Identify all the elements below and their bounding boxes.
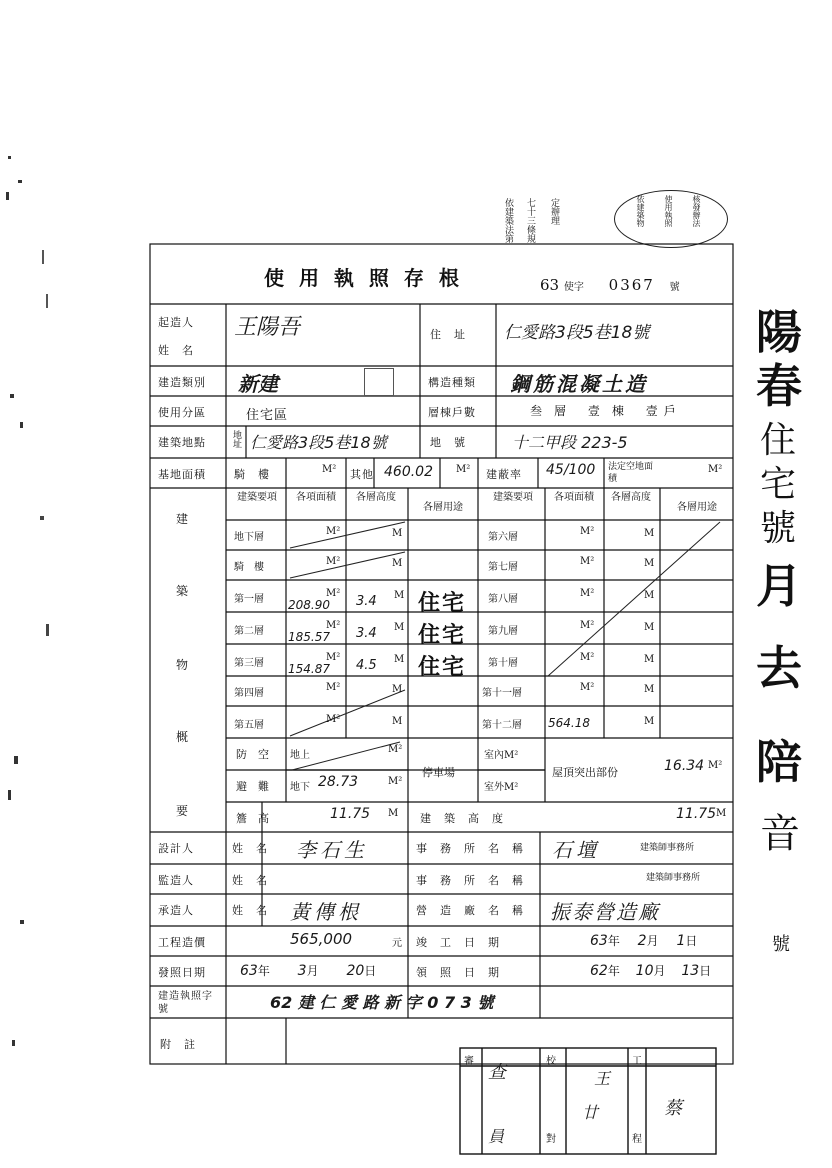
left-row-3-use: 住宅 (418, 622, 467, 648)
completion-year-unit: 年 (607, 934, 620, 948)
floors-count-label: 層棟戶數 (428, 406, 476, 419)
applicant-name: 王陽吾 (234, 315, 301, 340)
base-coverage-value: 45/100 (546, 462, 596, 478)
left-row-2-label: 第一層 (234, 594, 264, 605)
note-label: 附 註 (160, 1038, 196, 1051)
review-col1-bot: 員 (488, 1127, 505, 1146)
right-row-1-label: 第七層 (488, 562, 518, 573)
review-col1-mid: 查 (488, 1062, 506, 1083)
site-lot-value: 十二甲段 223-5 (512, 433, 628, 452)
side-char-5: 要 (176, 804, 189, 818)
shelter-label-top: 防 空 (236, 748, 269, 761)
base-legal-open-label: 法定空地面積 (608, 462, 654, 484)
applicant-label-bottom: 姓 名 (158, 344, 194, 357)
issue-month: 3 (297, 963, 307, 979)
right-unit-m-6: M (644, 716, 655, 727)
structure-type-label: 構造種類 (428, 376, 476, 389)
right-unit-m-3: M (644, 622, 655, 633)
roof-value: 16.34 (664, 758, 705, 774)
permit-number-value: 0367 (608, 276, 655, 294)
applicant-address: 仁愛路3段5巷18號 (504, 323, 650, 343)
right-unit-m-0: M (644, 528, 655, 539)
base-other-value: 460.02 (384, 464, 433, 480)
speck-7 (20, 422, 23, 428)
form-title: 使 用 執 照 存 根 (264, 266, 463, 290)
right-margin-char-6: 月 (756, 559, 802, 613)
right-unit-m-2: M (644, 590, 655, 601)
speck-13 (12, 1040, 15, 1046)
designer-label: 設計人 (158, 842, 194, 855)
right-row-3-label: 第九層 (488, 626, 518, 637)
left-row-2-height: 3.4 (356, 594, 377, 609)
cost-unit: 元 (392, 938, 402, 949)
receive-year-unit: 年 (607, 964, 620, 978)
base-label: 基地面積 (158, 468, 206, 481)
base-arcade-label: 騎 樓 (234, 468, 270, 481)
permit-number-prefix: 63 (540, 276, 560, 294)
left-unit-m-4: M (394, 654, 405, 665)
supervisor-label: 監造人 (158, 874, 194, 887)
review-col2-bot: 對 (546, 1134, 556, 1145)
left-row-3-label: 第二層 (234, 626, 264, 637)
right-unit-m-5: M (644, 684, 655, 695)
shelter-below-unit: M² (388, 776, 403, 787)
review-col4-top: 工 (632, 1056, 642, 1067)
small-stamp (364, 368, 394, 396)
top-note-line-2: 七十三條規 (525, 198, 535, 243)
left-row-4-height: 4.5 (356, 658, 377, 673)
cost-label: 工程造價 (158, 936, 206, 949)
floors-count-value-2: 壹 (587, 404, 600, 418)
speck-12 (20, 920, 24, 924)
completion-label: 竣 工 日 期 (416, 936, 500, 949)
right-unit-m2-3: M² (580, 620, 595, 631)
designer-name: 李石生 (296, 838, 368, 862)
right-unit-m2-4: M² (580, 652, 595, 663)
col-header-use-right: 各層用途 (677, 502, 717, 513)
zone-value: 住宅區 (246, 408, 289, 423)
review-col4-bot: 程 (632, 1134, 642, 1145)
right-unit-m2-5: M² (580, 682, 595, 693)
floors-count-value-1: 叁 (530, 404, 543, 418)
right-margin-char-4: 宅 (760, 464, 797, 505)
left-unit-m-3: M (394, 622, 405, 633)
left-row-5-label: 第四層 (234, 688, 264, 699)
left-unit-m2-5: M² (326, 682, 341, 693)
parking-label: 停車場 (422, 766, 455, 779)
review-col3-mid: 王 (594, 1069, 611, 1088)
site-address-label: 地址 (231, 430, 241, 448)
top-note-line-1: 依建築法第 (503, 198, 513, 243)
speck-2 (18, 180, 22, 183)
left-unit-m-0: M (392, 528, 403, 539)
build-category-value: 新建 (238, 372, 278, 396)
completion-date (590, 932, 697, 949)
completion-day-unit: 日 (685, 934, 698, 948)
right-margin-char-3: 住 (760, 420, 797, 461)
contractor-name-label: 姓 名 (232, 904, 268, 917)
side-char-3: 物 (176, 658, 189, 672)
speck-3 (6, 192, 9, 200)
receive-month: 10 (635, 963, 654, 979)
left-row-2-use: 住宅 (418, 590, 467, 616)
col-header-area-right: 各項面積 (554, 492, 594, 503)
base-legal-open-unit: M² (708, 464, 723, 475)
issue-year-unit: 年 (257, 964, 270, 978)
site-label: 建築地點 (158, 436, 206, 449)
receive-day-unit: 日 (699, 964, 712, 978)
review-col2-top: 校 (546, 1056, 556, 1067)
receive-year: 62 (590, 963, 608, 979)
col-header-item-left: 建築要項 (237, 492, 277, 503)
speck-10 (14, 756, 18, 764)
circle-stamp-line-2: 使用執照 (664, 195, 673, 227)
permit-number-word: 使字 (563, 282, 584, 293)
right-row-0-label: 第六層 (488, 532, 518, 543)
applicant-label-top: 起造人 (158, 316, 194, 329)
left-unit-m2-0: M² (326, 526, 341, 537)
floors-count-unit-2: 棟 (611, 404, 624, 418)
base-other-label: 其他 (350, 468, 374, 481)
permit-label: 建造執照字號 (158, 991, 213, 1015)
cost-value: 565,000 (290, 930, 353, 948)
completion-day: 1 (676, 933, 686, 949)
review-col5: 蔡 (664, 1098, 682, 1119)
left-row-1-label: 騎 樓 (234, 562, 264, 573)
right-unit-m2-0: M² (580, 526, 595, 537)
shelter-below-value: 28.73 (318, 774, 359, 790)
site-address-value: 仁愛路3段5巷18號 (250, 433, 387, 452)
issue-date (240, 962, 376, 979)
left-row-4-use: 住宅 (418, 654, 467, 680)
side-char-1: 建 (176, 512, 189, 526)
supervisor-name-label: 姓 名 (232, 874, 268, 887)
zone-label: 使用分區 (158, 406, 206, 419)
col-header-height-left: 各層高度 (356, 492, 396, 503)
completion-month: 2 (637, 933, 647, 949)
right-margin-char-10: 號 (772, 934, 790, 955)
speck-4 (42, 250, 44, 264)
right-row-6-area: 564.18 (548, 716, 590, 730)
left-margin-specks (0, 150, 60, 1050)
speck-5 (46, 294, 48, 308)
left-row-0-label: 地下層 (234, 532, 264, 543)
roof-label: 屋頂突出部份 (552, 766, 618, 779)
side-char-4: 概 (176, 730, 189, 744)
left-unit-m-5: M (392, 684, 403, 695)
receive-label: 領 照 日 期 (416, 966, 500, 979)
speck-1 (8, 156, 11, 159)
build-category-label: 建造類別 (158, 376, 206, 389)
floors-count-value-3: 壹 (645, 404, 658, 418)
issue-day: 20 (346, 963, 365, 979)
right-margin-char-1: 陽 (756, 305, 802, 359)
right-margin-char-9: 音 (760, 811, 800, 857)
contractor-company: 振泰營造廠 (550, 900, 660, 924)
left-unit-m-2: M (394, 590, 405, 601)
review-col3-bot: 廿 (582, 1103, 599, 1122)
receive-date (590, 962, 711, 979)
review-col1-top: 審 (464, 1056, 474, 1067)
right-margin-char-2: 春 (756, 359, 802, 413)
base-arcade-unit: M² (322, 464, 337, 475)
eave-height-value: 11.75 (330, 806, 371, 822)
eave-height-unit: M (388, 808, 399, 819)
speck-6 (10, 394, 14, 398)
supervisor-stamp: 建築師事務所 (646, 873, 701, 883)
left-row-3-area: 185.57 (288, 630, 330, 644)
left-unit-m2-2: M² (326, 588, 341, 599)
issue-year: 63 (240, 963, 258, 979)
floors-count-unit-3: 戶 (663, 404, 676, 418)
right-margin-char-8: 陪 (756, 735, 802, 789)
supervisor-office-label: 事 務 所 名 稱 (416, 874, 524, 887)
left-unit-m2-6: M² (326, 714, 341, 725)
base-other-unit: M² (456, 464, 471, 475)
contractor-name: 黃傳根 (290, 900, 362, 924)
shelter-below-label: 地下 (290, 782, 310, 793)
designer-office: 石壇 (552, 838, 600, 862)
parking-outdoor-label: 室外M² (484, 782, 519, 793)
speck-11 (8, 790, 11, 800)
structure-type-value: 鋼筋混凝土造 (510, 372, 648, 396)
right-unit-m-4: M (644, 654, 655, 665)
building-height-label: 建 築 高 度 (420, 812, 504, 825)
circle-stamp-line-3: 核發辦法 (692, 195, 701, 227)
issue-day-unit: 日 (364, 964, 377, 978)
col-header-height-right: 各層高度 (611, 492, 651, 503)
permit-value: 62 建 仁 愛 路 新 字 0 7 3 號 (270, 993, 494, 1012)
receive-month-unit: 月 (653, 964, 666, 978)
speck-9 (46, 624, 49, 636)
parking-indoor-label: 室內M² (484, 750, 519, 761)
left-row-4-label: 第三層 (234, 658, 264, 669)
right-row-5-label: 第十一層 (482, 688, 522, 699)
right-unit-m2-1: M² (580, 556, 595, 567)
completion-month-unit: 月 (646, 934, 659, 948)
contractor-label: 承造人 (158, 904, 194, 917)
col-header-area-left: 各項面積 (296, 492, 336, 503)
right-row-4-label: 第十層 (488, 658, 518, 669)
right-margin-char-5: 號 (760, 508, 797, 549)
right-row-6-label: 第十二層 (482, 720, 522, 731)
col-header-use-left: 各層用途 (423, 502, 463, 513)
top-note-line-3: 定辦理 (549, 198, 559, 225)
issue-month-unit: 月 (306, 964, 319, 978)
right-unit-m-1: M (644, 558, 655, 569)
left-unit-m2-1: M² (326, 556, 341, 567)
receive-day: 13 (681, 963, 700, 979)
designer-name-label: 姓 名 (232, 842, 268, 855)
issue-label: 發照日期 (158, 966, 206, 979)
shelter-above-unit: M² (388, 744, 403, 755)
left-row-2-area: 208.90 (288, 598, 330, 612)
col-header-item-right: 建築要項 (493, 492, 533, 503)
completion-year: 63 (590, 933, 608, 949)
roof-unit: M² (708, 760, 723, 771)
speck-8 (40, 516, 44, 520)
left-unit-m2-3: M² (326, 620, 341, 631)
applicant-address-label: 住 址 (430, 328, 466, 341)
eave-height-label: 簷 高 (236, 812, 269, 825)
building-height-unit: M (716, 808, 727, 819)
building-height-value: 11.75 (676, 806, 717, 822)
site-lot-label: 地 號 (430, 436, 466, 449)
left-row-3-height: 3.4 (356, 626, 377, 641)
left-row-4-area: 154.87 (288, 662, 330, 676)
permit-number-suffix: 號 (669, 282, 680, 293)
contractor-company-label: 營 造 廠 名 稱 (416, 904, 524, 917)
designer-office-label: 事 務 所 名 稱 (416, 842, 524, 855)
base-coverage-label: 建蔽率 (486, 468, 522, 481)
side-char-2: 築 (176, 584, 189, 598)
circle-stamp-line-1: 依建築物 (636, 195, 645, 227)
right-unit-m2-2: M² (580, 588, 595, 599)
shelter-label-bottom: 避 難 (236, 780, 269, 793)
left-unit-m2-4: M² (326, 652, 341, 663)
right-margin-char-7: 去 (756, 641, 802, 695)
floors-count-values (530, 402, 676, 419)
left-unit-m-6: M (392, 716, 403, 727)
permit-number (540, 276, 680, 294)
shelter-above-label: 地上 (290, 750, 310, 761)
floors-count-unit-1: 層 (554, 404, 567, 418)
right-row-2-label: 第八層 (488, 594, 518, 605)
left-unit-m-1: M (392, 558, 403, 569)
left-row-6-label: 第五層 (234, 720, 264, 731)
designer-stamp: 建築師事務所 (640, 843, 695, 853)
